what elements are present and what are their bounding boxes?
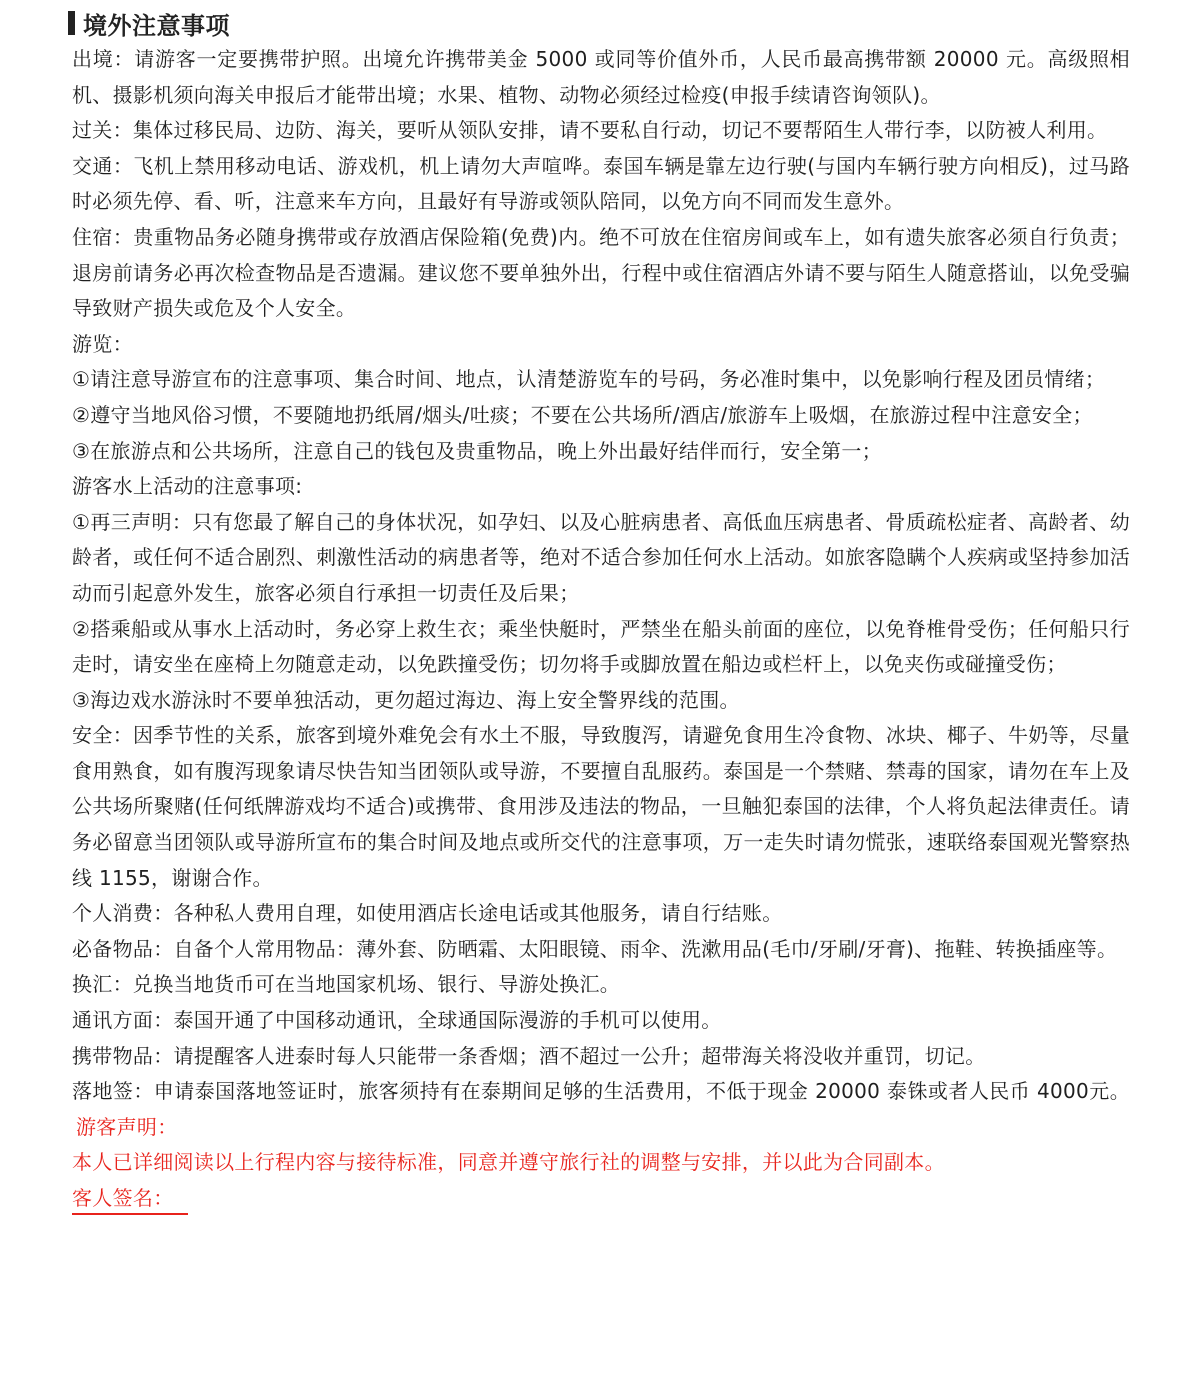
paragraph-sightseeing-2: ②遵守当地风俗习惯，不要随地扔纸屑/烟头/吐痰；不要在公共场所/酒店/旅游车上吸烟，在旅游过程中注意安全； (72, 402, 1093, 427)
declaration-body: 本人已详细阅读以上行程内容与接待标准，同意并遵守旅行社的调整与安排，并以此为合同副本。 (72, 1150, 945, 1175)
section-heading (68, 4, 1130, 42)
paragraph-water-heading: 游客水上活动的注意事项: (72, 474, 303, 499)
paragraph-carry-items: 携带物品：请提醒客人进泰时每人只能带一条香烟；酒不超过一公升；超带海关将没收并重罚，切记。 (72, 1043, 986, 1068)
declaration-heading: 游客声明： (76, 1114, 178, 1139)
paragraph-exit: 出境：请游客一定要携带护照。出境允许携带美金 5000 或同等价值外币，人民币最高携带额 20000 元。高级照相机、摄影机须向海关申报后才能带出境；水果、植物、动物必须经过检疫(申报手续请咨询领队)。 (72, 47, 1130, 107)
paragraph-essentials: 必备物品：自备个人常用物品：薄外套、防晒霜、太阳眼镜、雨伞、洗漱用品(毛巾/牙刷/牙膏)、拖鞋、转换插座等。 (72, 936, 1118, 961)
paragraph-communication: 通讯方面：泰国开通了中国移动通讯，全球通国际漫游的手机可以使用。 (72, 1008, 722, 1033)
paragraph-expenses: 个人消费：各种私人费用自理，如使用酒店长途电话或其他服务，请自行结账。 (72, 901, 783, 926)
signature-line (72, 1181, 1130, 1217)
paragraph-lodging: 住宿：贵重物品务必随身携带或存放酒店保险箱(免费)内。绝不可放在住宿房间或车上，如有遗失旅客必须自行负责；退房前请务必再次检查物品是否遗漏。建议您不要单独外出，行程中或住宿酒店外请不要与陌生人随意搭讪，以免受骗导致财产损失或危及个人安全。 (72, 224, 1130, 321)
heading-bar-icon (68, 11, 75, 35)
paragraph-transport: 交通：飞机上禁用移动电话、游戏机，机上请勿大声喧哗。泰国车辆是靠左边行驶(与国内车辆行驶方向相反)，过马路时必须先停、看、听，注意来车方向，且最好有导游或领队陪同，以免方向不同而发生意外。 (72, 153, 1130, 214)
paragraph-visa (72, 1074, 1130, 1145)
paragraph-customs: 过关：集体过移民局、边防、海关，要听从领队安排，请不要私自行动，切记不要帮陌生人带行李，以防被人利用。 (72, 118, 1108, 143)
paragraph-sightseeing-heading: 游览： (72, 331, 133, 356)
notice-body (72, 42, 1130, 1217)
paragraph-sightseeing-1: ①请注意导游宣布的注意事项、集合时间、地点，认清楚游览车的号码，务必准时集中，以免影响行程及团员情绪； (72, 367, 1106, 392)
signature-label: 客人签名： (72, 1183, 188, 1215)
paragraph-exchange: 换汇：兑换当地货币可在当地国家机场、银行、导游处换汇。 (72, 972, 621, 997)
paragraph-water-3: ③海边戏水游泳时不要单独活动，更勿超过海边、海上安全警界线的范围。 (72, 687, 740, 712)
paragraph-safety: 安全：因季节性的关系，旅客到境外难免会有水土不服，导致腹泻，请避免食用生冷食物、冰块、椰子、牛奶等，尽量食用熟食，如有腹泻现象请尽快告知当团领队或导游，不要擅自乱服药。泰国是一个禁赌、禁毒的国家，请勿在车上及公共场所聚赌(任何纸牌游戏均不适合)或携带、食用涉及违法的物品，一旦触犯泰国的法律，个人将负起法律责任。请务必留意当团领队或导游所宣布的集合时间及地点或所交代的注意事项，万一走失时请勿慌张，速联络泰国观光警察热线 1155，谢谢合作。 (72, 723, 1130, 890)
paragraph-water-2: ②搭乘船或从事水上活动时，务必穿上救生衣；乘坐快艇时，严禁坐在船头前面的座位，以免脊椎骨受伤；任何船只行走时，请安坐在座椅上勿随意走动，以免跌撞受伤；切勿将手或脚放置在船边或栏杆上，以免夹伤或碰撞受伤； (72, 616, 1130, 677)
paragraph-sightseeing-3: ③在旅游点和公共场所，注意自己的钱包及贵重物品，晚上外出最好结伴而行，安全第一； (72, 438, 882, 463)
page-title: 境外注意事项 (83, 11, 230, 40)
paragraph-water-1: ①再三声明：只有您最了解自己的身体状况，如孕妇、以及心脏病患者、高低血压病患者、骨质疏松症者、高龄者、幼龄者，或任何不适合剧烈、刺激性活动的病患者等，绝对不适合参加任何水上活动。如旅客隐瞒个人疾病或坚持参加活动而引起意外发生，旅客必须自行承担一切责任及后果； (72, 509, 1130, 605)
visa-text: 落地签：申请泰国落地签证时，旅客须持有在泰期间足够的生活费用，不低于现金 20000 泰铢或者人民币 4000元。 (72, 1079, 1130, 1104)
